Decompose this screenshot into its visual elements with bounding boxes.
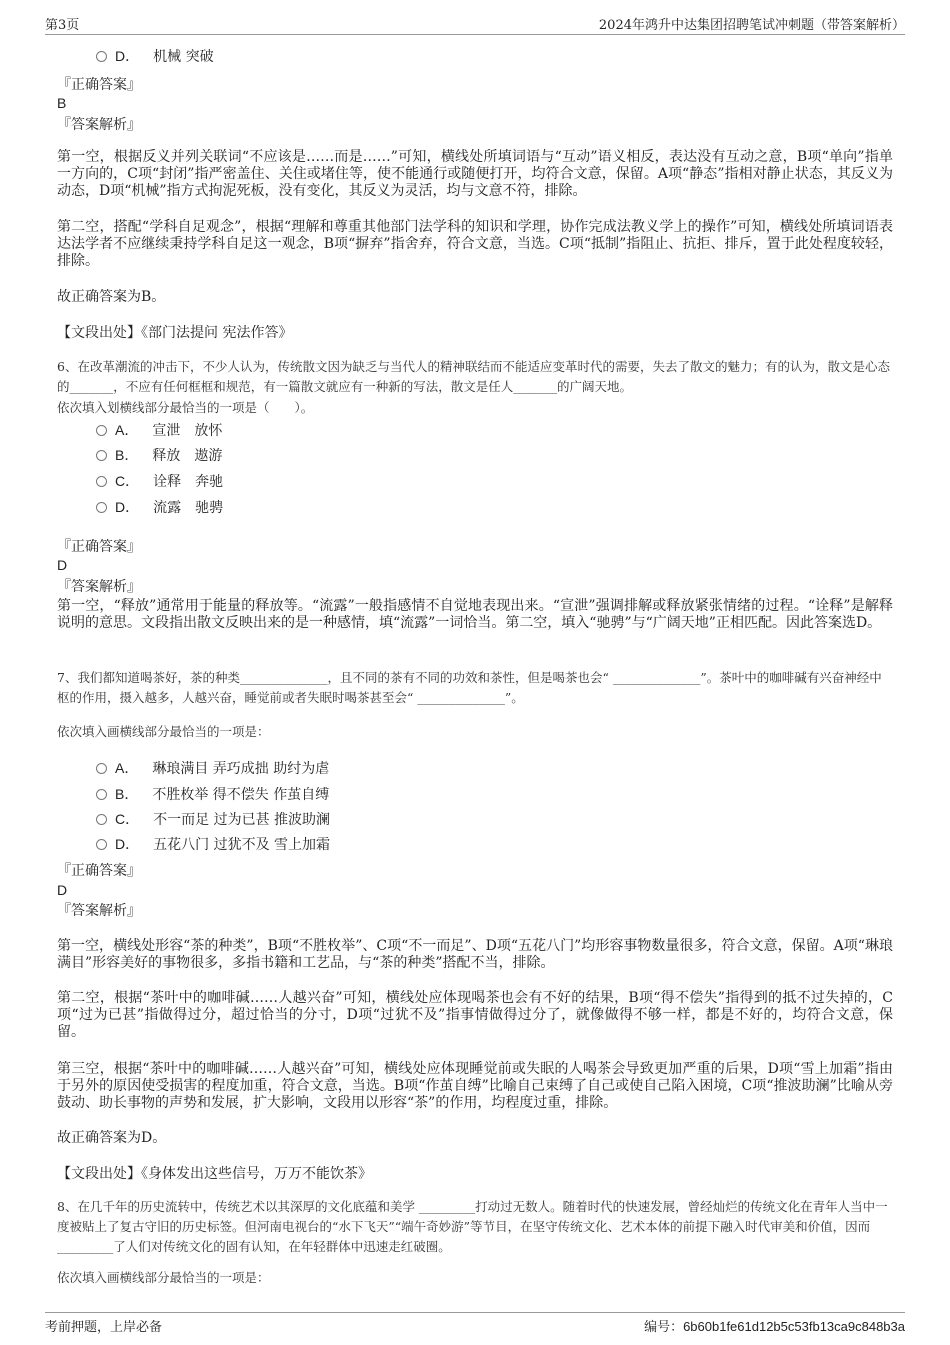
q5-analysis-label: 『答案解析』 (57, 117, 141, 133)
radio-icon[interactable] (96, 789, 107, 800)
q6-answer-label: 『正确答案』 (57, 539, 141, 555)
footer-note: 考前押题，上岸必备 (45, 1320, 163, 1335)
radio-icon[interactable] (96, 839, 107, 850)
q6-stem: 6、在改革潮流的冲击下，不少人认为，传统散文因为缺乏与当代人的精神联结而不能适应变革时代的需要，失去了散文的魅力；有的认为，散文是心态的_______，不应有任何框框和规范，有一篇散文就应有一种新的写法，散文是任人_______的广阔天地。 (57, 359, 890, 394)
q7-option-c[interactable]: C． 不一而足 过为已甚 推波助澜 (96, 809, 330, 829)
q8-stem: 8、在几千年的历史流转中，传统艺术以其深厚的文化底蕴和美学 _________打动过无数人。随着时代的快速发展，曾经灿烂的传统文化在青年人当中一度被贴上了复古守旧的历史标签。但河南电视台的“水下飞天”“端午奇妙游”等节目，在坚守传统文化、艺术本体的前提下融入时代审美和价值，因而 _________了人们对传统文化的固有认知，在年轻群体中迅速走红破圈。 (57, 1199, 888, 1254)
q6-analysis-label: 『答案解析』 (57, 579, 141, 595)
q7-analysis-para-1: 第一空，横线处形容“茶的种类”，B项“不胜枚举”、C项“不一而足”、D项“五花八门”均形容事物数量很多，符合文意，保留。A项“琳琅满目”形容美好的事物很多，多指书籍和工艺品，与“茶的种类”搭配不当，排除。 (57, 938, 893, 971)
page-header (45, 12, 905, 35)
q7-option-d[interactable]: D． 五花八门 过犹不及 雪上加霜 (96, 834, 330, 854)
document-serial: 编号：6b60b1fe61d12b5c53fb13ca9c848b3a (644, 1319, 905, 1334)
q7-analysis-para-3: 第三空，根据“茶叶中的咖啡碱……人越兴奋”可知，横线处应体现睡觉前或失眠的人喝茶会导致更加严重的后果，D项“雪上加霜”指由于另外的原因使受损害的程度加重，符合文意，当选。B项“作茧自缚”比喻自己束缚了自己或使自己陷入困境，C项“推波助澜”比喻从旁鼓动、助长事物的声势和发展，扩大影响，文段用以形容“茶”的作用，均程度过重，排除。 (57, 1061, 893, 1111)
q6-answer: D (57, 557, 68, 573)
q8-prompt: 依次填入画横线部分最恰当的一项是： (57, 1270, 270, 1285)
q6-option-a[interactable]: A． 宣泄 放怀 (96, 420, 222, 440)
q7-conclusion: 故正确答案为D。 (57, 1130, 167, 1146)
q7-analysis-para-2: 第二空，根据“茶叶中的咖啡碱……人越兴奋”可知，横线处应体现喝茶也会有不好的结果，B项“得不偿失”指得到的抵不过失掉的，C项“过为已甚”指做得过分，超过恰当的分寸，D项“过犹不及”指事情做得过分了，就像做得不够一样，都是不好的，均符合文意，保留。 (57, 990, 893, 1040)
q7-stem: 7、我们都知道喝茶好，茶的种类______________，且不同的茶有不同的功效和茶性，但是喝茶也会“ ______________”。茶叶中的咖啡碱有兴奋神经中枢的作用，摄入越多，人越兴奋，睡觉前或者失眠时喝茶甚至会“ ______________”。 (57, 670, 882, 705)
q5-analysis-para-2: 第二空，搭配“学科自足观念”，根据“理解和尊重其他部门法学科的知识和学理，协作完成法教义学上的操作”可知，横线处所填词语表达法学者不应继续秉持学科自足这一观念，B项“摒弃”指舍弃，符合文意，当选。C项“抵制”指阻止、抗拒、排斥，置于此处程度较轻，排除。 (57, 219, 893, 269)
radio-icon[interactable] (96, 51, 107, 62)
q6-option-c[interactable]: C． 诠释 奔驰 (96, 471, 223, 491)
q7-option-a[interactable]: A． 琳琅满目 弄巧成拙 助纣为虐 (96, 758, 329, 778)
radio-icon[interactable] (96, 814, 107, 825)
q7-answer-label: 『正确答案』 (57, 863, 141, 879)
q7-option-b[interactable]: B． 不胜枚举 得不偿失 作茧自缚 (96, 784, 329, 804)
radio-icon[interactable] (96, 476, 107, 487)
q5-option-d[interactable]: D． 机械 突破 (96, 46, 214, 66)
radio-icon[interactable] (96, 450, 107, 461)
q5-conclusion: 故正确答案为B。 (57, 289, 166, 305)
q6-prompt: 依次填入划横线部分最恰当的一项是（ ）。 (57, 400, 314, 415)
q7-prompt: 依次填入画横线部分最恰当的一项是： (57, 724, 270, 739)
page-number: 第3页 (45, 18, 80, 33)
radio-icon[interactable] (96, 763, 107, 774)
q5-answer: B (57, 95, 67, 111)
q7-source: 【文段出处】《身体发出这些信号，万万不能饮茶》 (57, 1166, 372, 1182)
q5-analysis-para-1: 第一空，根据反义并列关联词“不应该是……而是……”可知，横线处所填词语与“互动”语义相反，表达没有互动之意，B项“单向”指单一方向的，C项“封闭”指严密盖住、关住或堵住等，使不能通行或随便打开，均符合文意，保留。A项“静态”指相对静止状态，其反义为动态，D项“机械”指方式拘泥死板，没有变化，其反义为灵活，均与文意不符，排除。 (57, 149, 893, 199)
q5-source: 【文段出处】《部门法提问 宪法作答》 (57, 325, 293, 341)
q5-answer-label: 『正确答案』 (57, 77, 141, 93)
q6-option-b[interactable]: B． 释放 遨游 (96, 445, 222, 465)
q7-analysis-label: 『答案解析』 (57, 903, 141, 919)
radio-icon[interactable] (96, 425, 107, 436)
q6-option-d[interactable]: D． 流露 驰骋 (96, 497, 223, 517)
radio-icon[interactable] (96, 502, 107, 513)
page-footer (45, 1312, 905, 1335)
q7-answer: D (57, 882, 68, 898)
q6-analysis: 第一空，“释放”通常用于能量的释放等。“流露”一般指感情不自觉地表现出来。“宣泄”强调排解或释放紧张情绪的过程。“诠释”是解释说明的意思。文段指出散文反映出来的是一种感情，填“流露”一词恰当。第二空，填入“驰骋”与“广阔天地”正相匹配。因此答案选D。 (57, 598, 893, 631)
document-title: 2024年鸿升中达集团招聘笔试冲刺题（带答案解析） (598, 18, 905, 33)
